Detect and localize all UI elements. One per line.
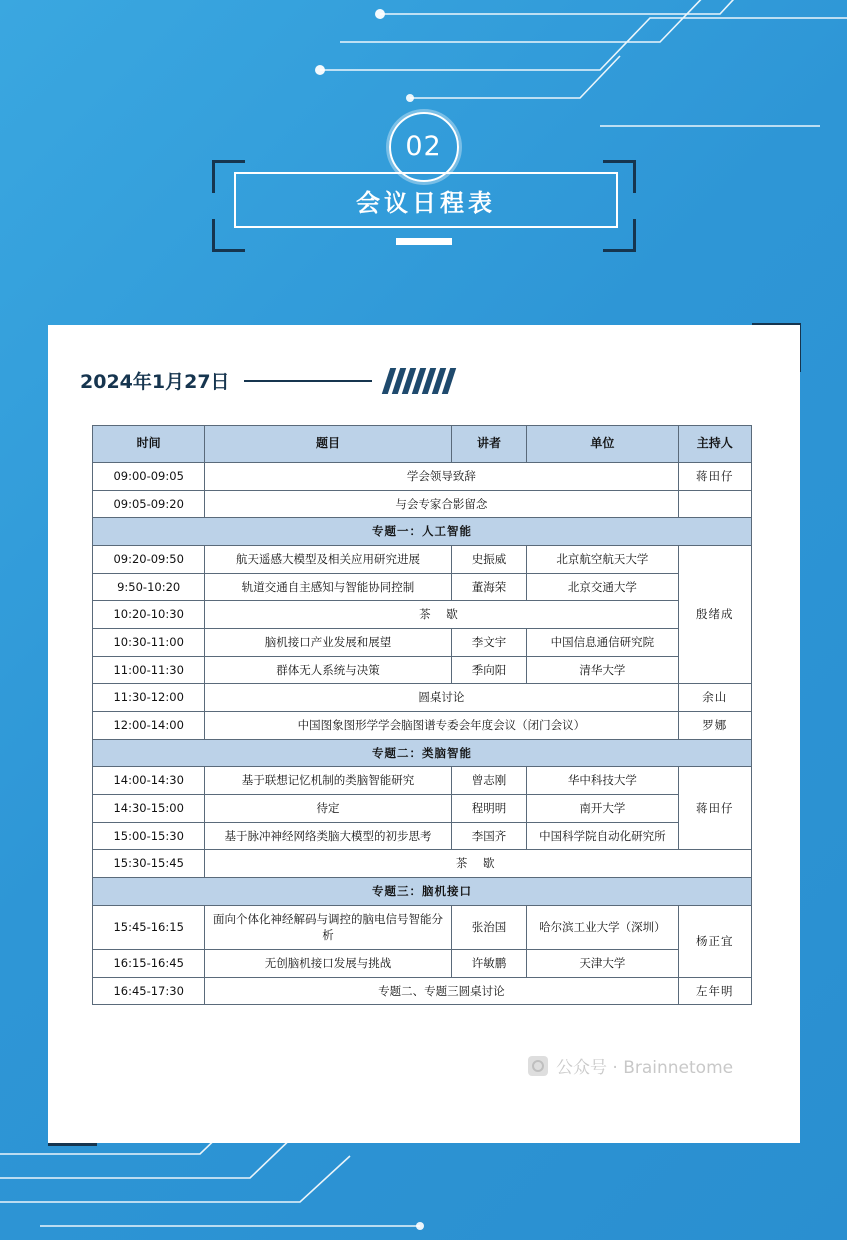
table-row — [93, 518, 752, 546]
session-title-cell: 圆桌讨论 — [205, 684, 678, 712]
organization-cell: 北京航空航天大学 — [527, 546, 678, 574]
speaker-cell: 曾志刚 — [451, 767, 527, 795]
time-cell: 09:00-09:05 — [93, 463, 205, 491]
time-cell: 11:30-12:00 — [93, 684, 205, 712]
section-title: 会议日程表 — [356, 188, 496, 217]
session-title-cell: 基于脉冲神经网络类脑大模型的初步思考 — [205, 822, 451, 850]
time-cell: 9:50-10:20 — [93, 573, 205, 601]
speaker-cell: 董海荣 — [451, 573, 527, 601]
slash-decoration-icon — [381, 368, 455, 394]
chair-cell: 罗娜 — [678, 712, 752, 740]
session-title-cell: 无创脑机接口发展与挑战 — [205, 950, 451, 978]
session-title-cell: 面向个体化神经解码与调控的脑电信号智能分析 — [205, 905, 451, 949]
session-title-cell: 航天遥感大模型及相关应用研究进展 — [205, 546, 451, 574]
time-cell: 15:45-16:15 — [93, 905, 205, 949]
schedule-table — [92, 425, 752, 1005]
tea-break-cell: 茶 歇 — [205, 601, 678, 629]
table-row — [93, 977, 752, 1005]
chair-cell: 蒋田仔 — [678, 463, 752, 491]
schedule-table-body — [93, 463, 752, 1005]
header-time: 时间 — [93, 426, 205, 463]
time-cell: 09:05-09:20 — [93, 490, 205, 518]
schedule-sheet — [48, 325, 800, 1143]
time-cell: 14:00-14:30 — [93, 767, 205, 795]
organization-cell: 天津大学 — [527, 950, 678, 978]
speaker-cell: 李文宇 — [451, 629, 527, 657]
organization-cell: 华中科技大学 — [527, 767, 678, 795]
speaker-cell: 许敏鹏 — [451, 950, 527, 978]
speaker-cell: 程明明 — [451, 795, 527, 823]
table-row — [93, 573, 752, 601]
table-row — [93, 795, 752, 823]
chair-cell: 左年明 — [678, 977, 752, 1005]
chair-cell — [678, 490, 752, 518]
section-title-plate — [212, 160, 636, 252]
session-title-cell: 与会专家合影留念 — [205, 490, 678, 518]
organization-cell: 南开大学 — [527, 795, 678, 823]
table-row — [93, 546, 752, 574]
speaker-cell: 史振威 — [451, 546, 527, 574]
table-row — [93, 601, 752, 629]
date-divider-line — [244, 380, 372, 382]
table-row — [93, 656, 752, 684]
time-cell: 15:00-15:30 — [93, 822, 205, 850]
header-speaker: 讲者 — [451, 426, 527, 463]
time-cell: 14:30-15:00 — [93, 795, 205, 823]
time-cell: 16:45-17:30 — [93, 977, 205, 1005]
topic-heading-cell: 专题二：类脑智能 — [93, 739, 752, 767]
chair-cell: 蒋田仔 — [678, 767, 752, 850]
table-row — [93, 822, 752, 850]
time-cell: 10:20-10:30 — [93, 601, 205, 629]
time-cell: 12:00-14:00 — [93, 712, 205, 740]
session-title-cell: 群体无人系统与决策 — [205, 656, 451, 684]
session-title-cell: 学会领导致辞 — [205, 463, 678, 491]
session-title-cell: 脑机接口产业发展和展望 — [205, 629, 451, 657]
table-row — [93, 850, 752, 878]
table-row — [93, 739, 752, 767]
table-header-row — [93, 426, 752, 463]
table-row — [93, 463, 752, 491]
table-row — [93, 712, 752, 740]
time-cell: 15:30-15:45 — [93, 850, 205, 878]
date-row — [80, 367, 452, 394]
time-cell: 16:15-16:45 — [93, 950, 205, 978]
session-title-cell: 轨道交通自主感知与智能协同控制 — [205, 573, 451, 601]
section-number-badge: 02 — [389, 112, 459, 182]
title-underbar — [396, 238, 452, 245]
watermark-text: 公众号 · Brainnetome — [556, 1058, 734, 1078]
tea-break-cell: 茶 歇 — [205, 850, 752, 878]
chair-cell: 余山 — [678, 684, 752, 712]
session-title-cell: 基于联想记忆机制的类脑智能研究 — [205, 767, 451, 795]
table-row — [93, 490, 752, 518]
organization-cell: 北京交通大学 — [527, 573, 678, 601]
header-chair: 主持人 — [678, 426, 752, 463]
organization-cell: 中国信息通信研究院 — [527, 629, 678, 657]
table-row — [93, 950, 752, 978]
session-title-cell: 待定 — [205, 795, 451, 823]
table-row — [93, 878, 752, 906]
table-row — [93, 905, 752, 949]
topic-heading-cell: 专题一：人工智能 — [93, 518, 752, 546]
header-org: 单位 — [527, 426, 678, 463]
chair-cell: 殷绪成 — [678, 546, 752, 684]
topic-heading-cell: 专题三：脑机接口 — [93, 878, 752, 906]
time-cell: 09:20-09:50 — [93, 546, 205, 574]
speaker-cell: 张治国 — [451, 905, 527, 949]
schedule-date: 2024年1月27日 — [80, 371, 230, 393]
table-row — [93, 767, 752, 795]
speaker-cell: 李国齐 — [451, 822, 527, 850]
session-title-cell: 专题二、专题三圆桌讨论 — [205, 977, 678, 1005]
organization-cell: 中国科学院自动化研究所 — [527, 822, 678, 850]
header-title: 题目 — [205, 426, 451, 463]
time-cell: 11:00-11:30 — [93, 656, 205, 684]
chair-cell: 杨正宜 — [678, 905, 752, 977]
speaker-cell: 季向阳 — [451, 656, 527, 684]
time-cell: 10:30-11:00 — [93, 629, 205, 657]
table-row — [93, 684, 752, 712]
section-title-box — [234, 172, 618, 228]
organization-cell: 清华大学 — [527, 656, 678, 684]
organization-cell: 哈尔滨工业大学（深圳） — [527, 905, 678, 949]
session-title-cell: 中国图象图形学学会脑图谱专委会年度会议（闭门会议） — [205, 712, 678, 740]
table-row — [93, 629, 752, 657]
